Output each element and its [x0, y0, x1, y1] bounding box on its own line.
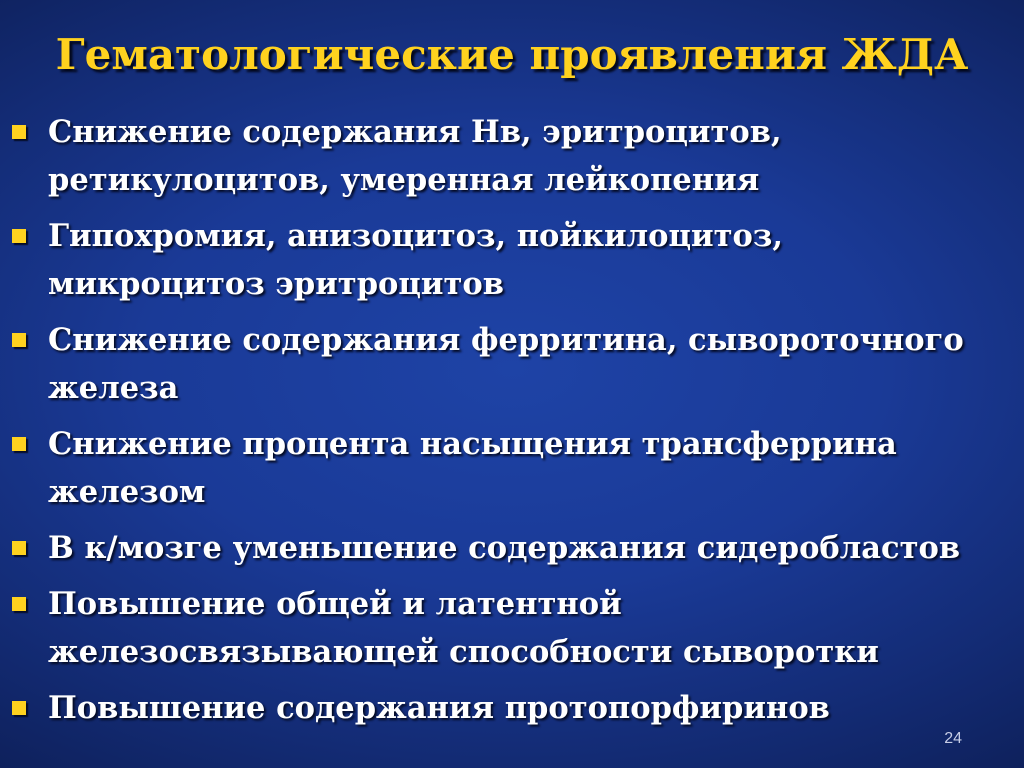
bullet-text: Снижение процента насыщения трансферрина железом — [48, 426, 897, 510]
square-bullet-icon — [12, 124, 32, 140]
bullet-text: Гипохромия, анизоцитоз, пойкилоцитоз, микроцитоз эритроцитов — [48, 218, 783, 302]
square-bullet-icon — [12, 700, 32, 716]
square-bullet-icon — [12, 228, 32, 244]
bullet-text: В к/мозге уменьшение содержания сидеробластов — [48, 530, 961, 566]
bullet-item — [12, 212, 1002, 308]
page-number: 24 — [944, 730, 962, 747]
square-bullet-icon — [12, 436, 32, 452]
bullet-item — [12, 580, 1002, 676]
bullet-list — [12, 108, 1002, 740]
bullet-item — [12, 316, 1002, 412]
bullet-item — [12, 524, 1002, 572]
slide-title: Гематологические проявления ЖДА — [55, 30, 969, 79]
bullet-item — [12, 684, 1002, 732]
bullet-text: Повышение общей и латентной железосвязывающей способности сыворотки — [48, 586, 879, 670]
square-bullet-icon — [12, 332, 32, 348]
bullet-item — [12, 420, 1002, 516]
bullet-text: Повышение содержания протопорфиринов — [48, 690, 830, 726]
square-bullet-icon — [12, 540, 32, 556]
bullet-text: Снижение содержания Нв, эритроцитов, ретикулоцитов, умеренная лейкопения — [48, 114, 782, 198]
bullet-text: Снижение содержания ферритина, сывороточного железа — [48, 322, 964, 406]
square-bullet-icon — [12, 596, 32, 612]
bullet-item — [12, 108, 1002, 204]
